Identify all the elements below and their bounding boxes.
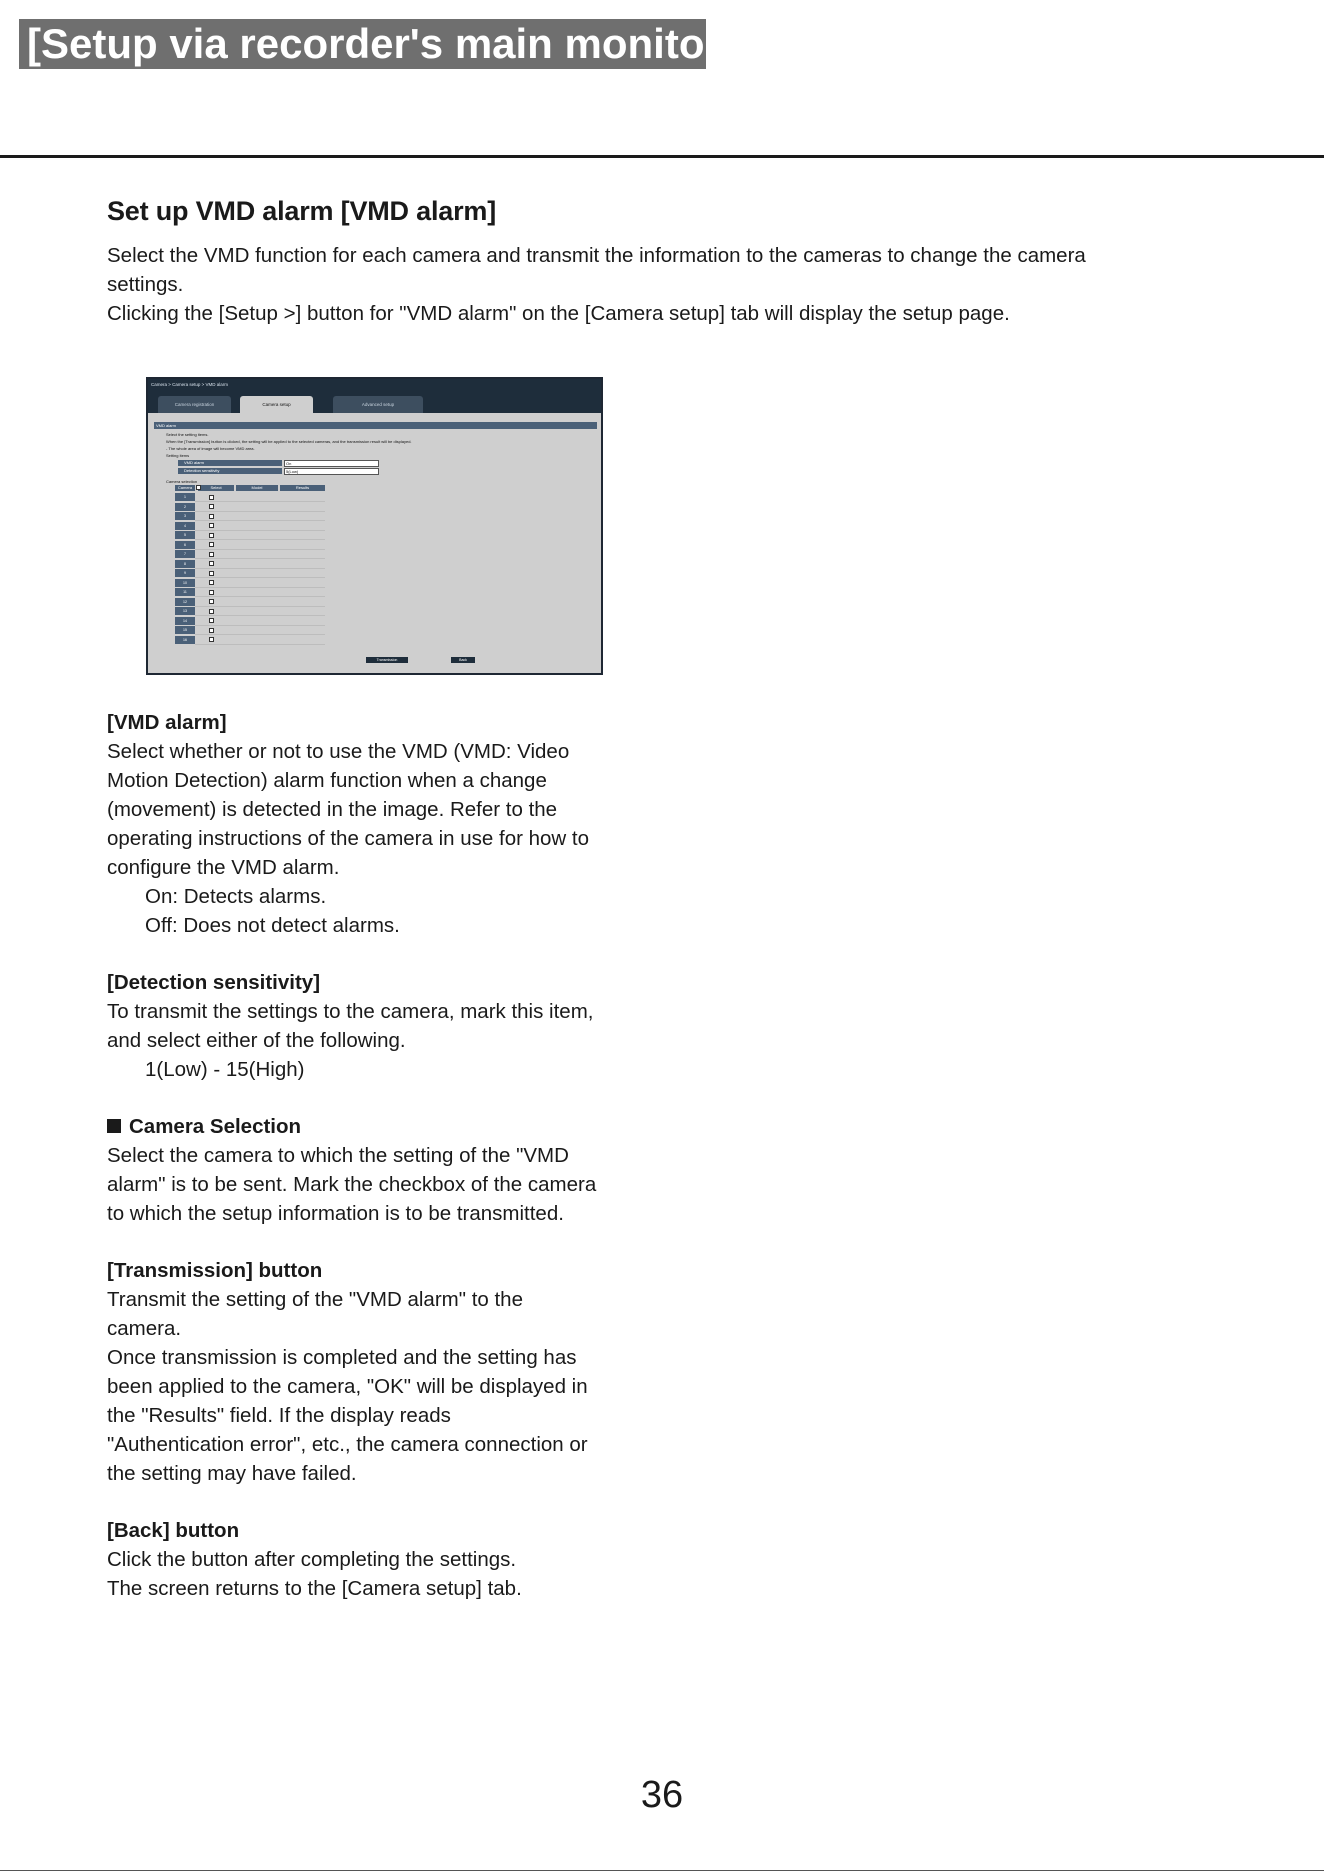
camera-selection-heading-row xyxy=(107,1112,667,1141)
back-line: Click the button after completing the settings. xyxy=(107,1548,517,1571)
vmd-alarm-line: Motion Detection) alarm function when a change xyxy=(107,769,547,792)
tab-camera-registration[interactable]: Camera registration xyxy=(158,396,231,413)
back-button[interactable]: Back xyxy=(451,657,475,663)
detection-sensitivity-row-label: Detection sensitivity xyxy=(178,468,282,474)
camera-select-checkbox[interactable] xyxy=(209,523,214,528)
col-select: Select xyxy=(198,485,234,491)
camera-selection-line: to which the setup information is to be transmitted. xyxy=(107,1202,564,1225)
intro-line: settings. xyxy=(107,273,184,296)
camera-select-checkbox[interactable] xyxy=(209,628,214,633)
vmd-alarm-screenshot xyxy=(146,377,603,675)
vmd-alarm-line: Select whether or not to use the VMD (VMD: Video xyxy=(107,740,570,763)
table-row-divider xyxy=(195,530,325,531)
camera-select-checkbox[interactable] xyxy=(209,599,214,604)
col-results: Results xyxy=(280,485,325,491)
camera-selection-heading: Camera Selection xyxy=(129,1115,302,1138)
vmd-alarm-select[interactable]: On xyxy=(284,460,379,467)
camera-number: 8 xyxy=(175,560,195,568)
vmd-alarm-row-label: VMD alarm xyxy=(178,460,282,466)
chapter-title: [Setup via recorder's main monitor] xyxy=(19,19,706,69)
detection-sensitivity-line: To transmit the settings to the camera, mark this item, xyxy=(107,1000,594,1023)
table-row-divider xyxy=(195,501,325,502)
table-row-divider xyxy=(195,520,325,521)
bottom-rule xyxy=(0,1870,1324,1871)
table-row-divider xyxy=(195,615,325,616)
vmd-alarm-heading: [VMD alarm] xyxy=(107,711,227,734)
camera-number: 14 xyxy=(175,617,195,625)
screenshot-note: Select the setting items. xyxy=(166,432,209,437)
camera-selection-label: Camera selection xyxy=(166,479,198,484)
camera-number: 16 xyxy=(175,636,195,644)
camera-number: 13 xyxy=(175,607,195,615)
camera-select-checkbox[interactable] xyxy=(209,618,214,623)
camera-select-checkbox[interactable] xyxy=(209,609,214,614)
transmission-line: the "Results" field. If the display reads xyxy=(107,1404,451,1427)
transmission-button-heading: [Transmission] button xyxy=(107,1259,323,1282)
header-rule xyxy=(0,155,1324,158)
table-row-divider xyxy=(195,587,325,588)
camera-number: 3 xyxy=(175,512,195,520)
table-row-divider xyxy=(195,634,325,635)
table-row-divider xyxy=(195,644,325,645)
camera-number: 5 xyxy=(175,531,195,539)
page-number: 36 xyxy=(640,1774,684,1816)
camera-number: 15 xyxy=(175,626,195,634)
section-title: Set up VMD alarm [VMD alarm] xyxy=(107,196,496,226)
table-row-divider xyxy=(195,577,325,578)
table-row-divider xyxy=(195,558,325,559)
transmission-line: "Authentication error", etc., the camera connection or xyxy=(107,1433,588,1456)
camera-number: 1 xyxy=(175,493,195,501)
tab-advanced-setup[interactable]: Advanced setup xyxy=(333,396,423,413)
vmd-alarm-line: operating instructions of the camera in use for how to xyxy=(107,827,590,850)
camera-select-checkbox[interactable] xyxy=(209,552,214,557)
camera-selection-line: alarm" is to be sent. Mark the checkbox of the camera xyxy=(107,1173,597,1196)
col-model: Model xyxy=(236,485,278,491)
vmd-alarm-option-off: Off: Does not detect alarms. xyxy=(145,914,400,937)
square-bullet-icon xyxy=(107,1119,121,1133)
detection-sensitivity-line: and select either of the following. xyxy=(107,1029,406,1052)
col-camera: Camera xyxy=(175,485,195,491)
vmd-alarm-line: (movement) is detected in the image. Refer to the xyxy=(107,798,558,821)
transmission-line: camera. xyxy=(107,1317,182,1340)
back-button-heading: [Back] button xyxy=(107,1519,240,1542)
camera-select-checkbox[interactable] xyxy=(209,571,214,576)
camera-select-checkbox[interactable] xyxy=(209,533,214,538)
descriptions xyxy=(107,708,1217,1603)
transmission-line: Transmit the setting of the "VMD alarm" to the xyxy=(107,1288,523,1311)
section-intro xyxy=(107,241,1217,328)
vmd-alarm-block xyxy=(107,708,667,940)
setting-items-label: Setting items xyxy=(166,453,190,458)
table-row-divider xyxy=(195,625,325,626)
camera-select-checkbox[interactable] xyxy=(209,542,214,547)
camera-select-checkbox[interactable] xyxy=(209,580,214,585)
intro-line: Clicking the [Setup >] button for "VMD alarm" on the [Camera setup] tab will display the setup page. xyxy=(107,302,1010,325)
table-row-divider xyxy=(195,539,325,540)
camera-select-checkbox[interactable] xyxy=(209,637,214,642)
detection-sensitivity-heading: [Detection sensitivity] xyxy=(107,971,321,994)
detection-sensitivity-range: 1(Low) - 15(High) xyxy=(145,1058,305,1081)
transmission-button[interactable]: Transmission xyxy=(366,657,408,663)
camera-number: 2 xyxy=(175,503,195,511)
camera-number: 9 xyxy=(175,569,195,577)
screenshot-note: When the [Transmission] button is clicked, the setting will be applied to the selected cameras, and the transmission result will be displayed. xyxy=(166,439,412,444)
intro-line: Select the VMD function for each camera and transmit the information to the cameras to change the camera xyxy=(107,244,1086,267)
camera-select-checkbox[interactable] xyxy=(209,504,214,509)
camera-selection-line: Select the camera to which the setting of the "VMD xyxy=(107,1144,569,1167)
transmission-line: Once transmission is completed and the setting has xyxy=(107,1346,577,1369)
camera-select-checkbox[interactable] xyxy=(209,495,214,500)
camera-number: 12 xyxy=(175,598,195,606)
camera-selection-block xyxy=(107,1112,667,1228)
screenshot-note: - The whole area of image will become VMD area. xyxy=(166,446,255,451)
table-row-divider xyxy=(195,568,325,569)
vmd-alarm-line: configure the VMD alarm. xyxy=(107,856,340,879)
tab-camera-setup[interactable]: Camera setup xyxy=(240,396,313,413)
back-line: The screen returns to the [Camera setup] tab. xyxy=(107,1577,522,1600)
select-all-checkbox[interactable] xyxy=(196,485,201,490)
camera-number: 7 xyxy=(175,550,195,558)
table-row-divider xyxy=(195,511,325,512)
transmission-line: been applied to the camera, "OK" will be displayed in xyxy=(107,1375,588,1398)
camera-number: 4 xyxy=(175,522,195,530)
camera-select-checkbox[interactable] xyxy=(209,590,214,595)
screenshot-section-bar: VMD alarm xyxy=(154,422,597,429)
camera-number: 6 xyxy=(175,541,195,549)
back-button-block xyxy=(107,1516,667,1603)
transmission-line: the setting may have failed. xyxy=(107,1462,357,1485)
camera-number: 10 xyxy=(175,579,195,587)
detection-sensitivity-block xyxy=(107,968,667,1084)
table-row-divider xyxy=(195,549,325,550)
camera-select-checkbox[interactable] xyxy=(209,514,214,519)
table-row-divider xyxy=(195,596,325,597)
camera-number: 11 xyxy=(175,588,195,596)
vmd-alarm-option-on: On: Detects alarms. xyxy=(145,885,327,908)
camera-select-checkbox[interactable] xyxy=(209,561,214,566)
table-row-divider xyxy=(195,606,325,607)
detection-sensitivity-select[interactable]: 5(Low) xyxy=(284,468,379,475)
transmission-button-block xyxy=(107,1256,667,1488)
page-content xyxy=(107,196,1217,328)
screenshot-breadcrumb: Camera > Camera setup > VMD alarm xyxy=(151,382,229,387)
